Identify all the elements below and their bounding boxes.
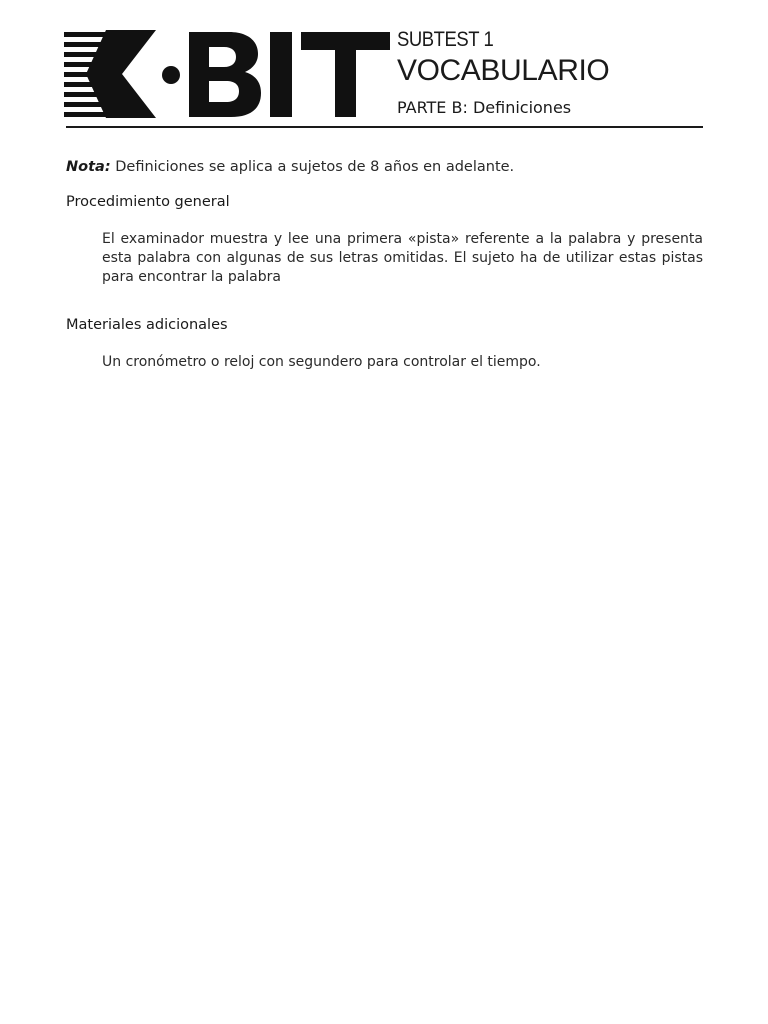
logo-letter-t: [301, 32, 390, 117]
logo-letter-b: [189, 32, 261, 117]
section-title: VOCABULARIO: [397, 54, 610, 87]
note-label: Nota:: [66, 159, 111, 175]
note-line: [66, 159, 514, 175]
section-body-materiales: Un cronómetro o reloj con segundero para controlar el tiempo.: [102, 354, 541, 370]
section-body-procedimiento: El examinador muestra y lee una primera «pista» referente a la palabra y presenta esta palabra con algunas de sus letras omitidas. El sujeto ha de utilizar estas pistas para encontrar la palabra: [102, 231, 703, 285]
header-titles: [397, 28, 609, 88]
part-label: PARTE B: Definiciones: [397, 98, 572, 117]
logo-letter-i: [270, 32, 292, 117]
logo-dot: [162, 66, 180, 84]
section-heading-materiales: Materiales adicionales: [66, 317, 228, 333]
note-text: Definiciones se aplica a sujetos de 8 años en adelante.: [110, 159, 515, 175]
subtest-label: SUBTEST 1: [397, 28, 494, 51]
header-divider: [66, 126, 703, 128]
kbit-logo: [64, 30, 390, 118]
section-heading-procedimiento: Procedimiento general: [66, 194, 230, 210]
